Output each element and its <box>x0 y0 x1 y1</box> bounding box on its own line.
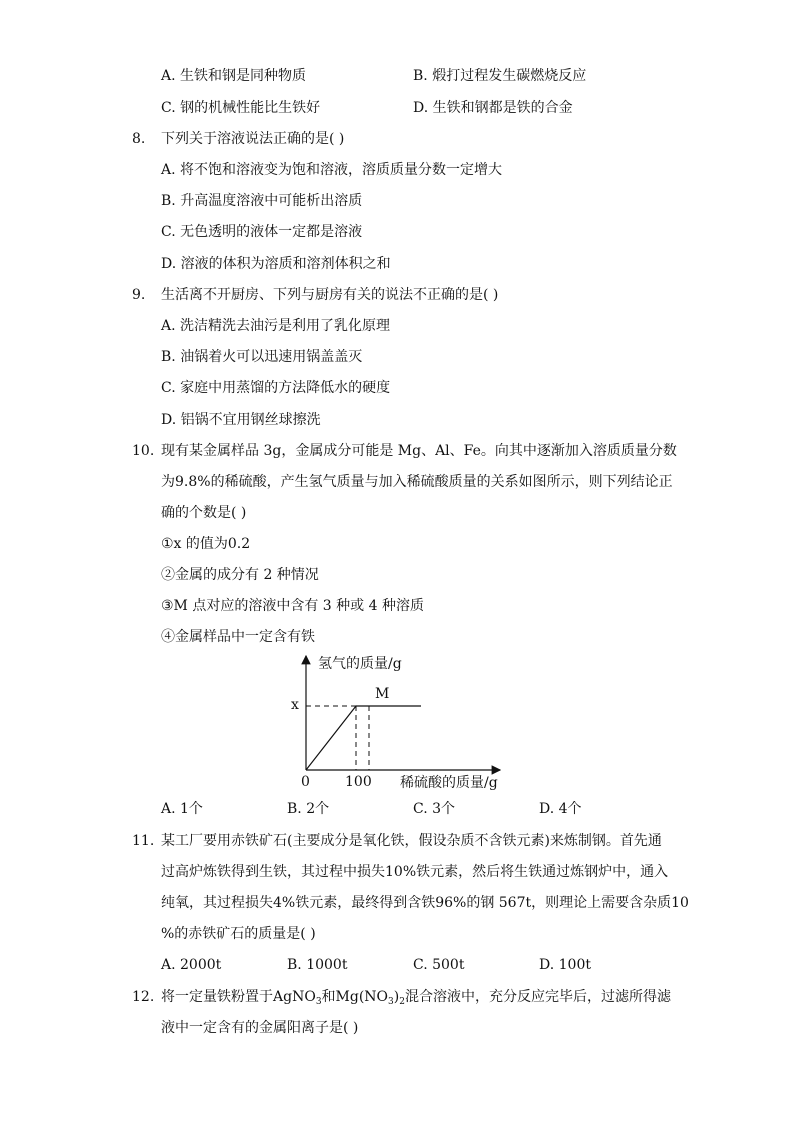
q9-option-b: B. 油锅着火可以迅速用锅盖盖灭 <box>161 349 363 365</box>
q10-option-d: D. 4个 <box>539 801 582 817</box>
q10-stem-line-1: 现有某金属样品 3g，金属成分可能是 Mg、Al、Fe。向其中逐渐加入溶质质量分数 <box>161 443 677 459</box>
q10-statement-1: ①x 的值为0.2 <box>161 536 251 552</box>
q8-option-b: B. 升高温度溶液中可能析出溶质 <box>161 193 363 209</box>
q10-statement-3: ③M 点对应的溶液中含有 3 种或 4 种溶质 <box>161 598 424 614</box>
q7-option-d: D. 生铁和钢都是铁的合金 <box>413 100 573 116</box>
q10-option-c: C. 3个 <box>413 801 456 817</box>
q10-statement-4: ④金属样品中一定含有铁 <box>161 629 315 645</box>
q10-option-a: A. 1个 <box>161 801 203 817</box>
q9-stem: 生活离不开厨房、下列与厨房有关的说法不正确的是( ) <box>161 287 499 303</box>
q11-stem-line-4: %的赤铁矿石的质量是( ) <box>161 926 316 942</box>
q7-option-c: C. 钢的机械性能比生铁好 <box>161 100 321 116</box>
q12-number: 12. <box>132 989 155 1005</box>
q9-option-a: A. 洗洁精洗去油污是利用了乳化原理 <box>161 318 391 334</box>
q11-option-b: B. 1000t <box>287 957 348 973</box>
q8-option-a: A. 将不饱和溶液变为饱和溶液，溶质质量分数一定增大 <box>161 162 503 178</box>
q10-number: 10. <box>132 443 155 459</box>
q11-stem-line-2: 过高炉炼铁得到生铁，其过程中损失10%铁元素，然后将生铁通过炼钢炉中，通入 <box>161 864 669 880</box>
x-axis-label: 稀硫酸的质量/g <box>400 775 498 791</box>
q8-option-c: C. 无色透明的液体一定都是溶液 <box>161 224 363 240</box>
q11-option-a: A. 2000t <box>161 957 222 973</box>
q11-option-d: D. 100t <box>539 957 591 973</box>
q9-option-d: D. 铝锅不宜用钢丝球擦洗 <box>161 412 321 428</box>
q12-stem-line-2: 液中一定含有的金属阳离子是( ) <box>161 1020 359 1036</box>
q8-option-d: D. 溶液的体积为溶质和溶剂体积之和 <box>161 256 391 272</box>
q11-number: 11. <box>132 833 155 849</box>
q10-option-b: B. 2个 <box>287 801 330 817</box>
q10-stem-line-3: 确的个数是( ) <box>161 505 247 521</box>
q12-stem-line-1: 将一定量铁粉置于AgNO$_3$和$Mg(NO_3)_2$混合溶液中，充分反应完毕后，过滤所得滤 <box>161 989 671 1007</box>
q7-option-a: A. 生铁和钢是同种物质 <box>161 68 307 84</box>
q11-stem-line-3: 纯氧，其过程损失4%铁元素，最终得到含铁96%的钢 567t，则理论上需要含杂质10 <box>161 895 689 911</box>
q8-stem: 下列关于溶液说法正确的是( ) <box>161 131 345 147</box>
x-tick-label: 100 <box>345 774 372 790</box>
q11-option-c: C. 500t <box>413 957 465 973</box>
origin-label: 0 <box>301 774 310 790</box>
point-m-label: M <box>375 686 390 702</box>
q9-number: 9. <box>132 287 146 303</box>
q9-option-c: C. 家庭中用蒸馏的方法降低水的硬度 <box>161 380 391 396</box>
q10-statement-2: ②金属的成分有 2 种情况 <box>161 567 319 583</box>
y-tick-label: x <box>291 697 299 713</box>
y-axis-label: 氢气的质量/g <box>318 656 402 672</box>
q8-number: 8. <box>132 131 146 147</box>
hydrogen-series-line <box>306 706 421 770</box>
q7-option-b: B. 煅打过程发生碳燃烧反应 <box>413 68 587 84</box>
q10-stem-line-2: 为9.8%的稀硫酸，产生氢气质量与加入稀硫酸质量的关系如图所示，则下列结论正 <box>161 474 673 490</box>
q11-stem-line-1: 某工厂要用赤铁矿石(主要成分是氧化铁，假设杂质不含铁元素)来炼制钢。首先通 <box>161 833 662 849</box>
